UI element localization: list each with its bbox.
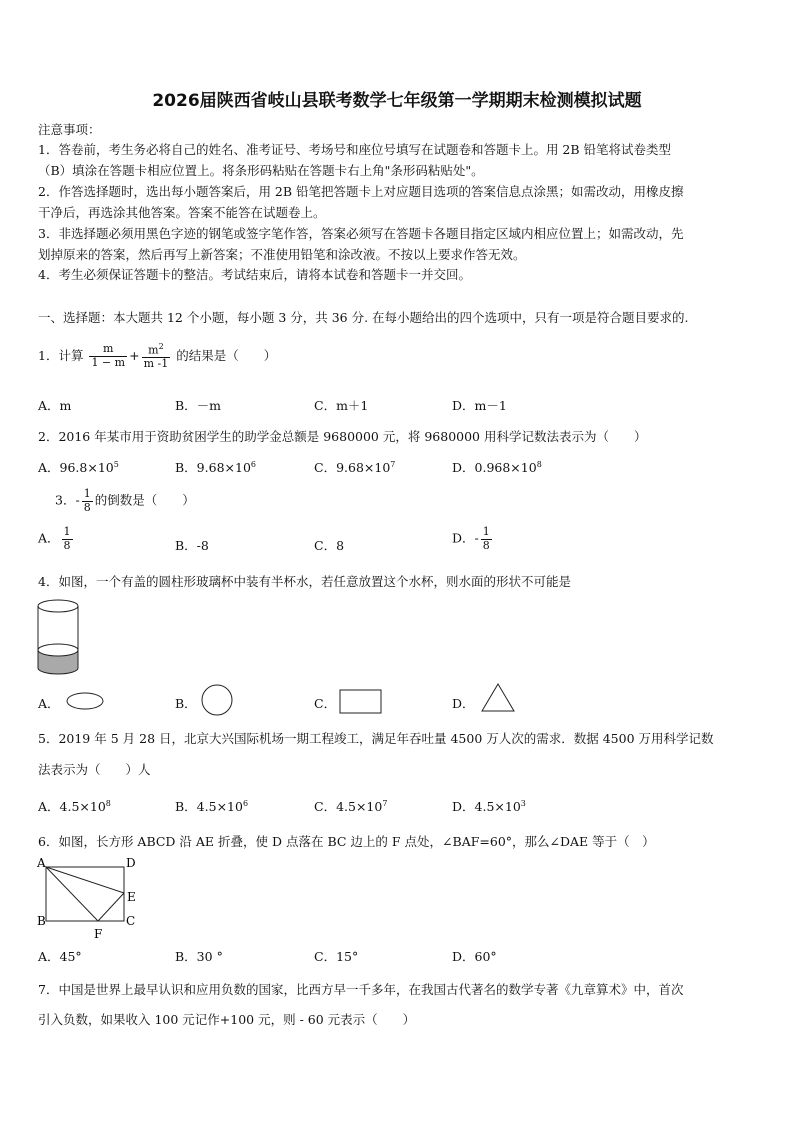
q2-option-a[interactable]: [38, 458, 119, 476]
question-5-line-2: 法表示为（ ）人: [38, 762, 151, 777]
q6-option-a[interactable]: A．45°: [38, 949, 82, 964]
question-5-line-1: 5．2019 年 5 月 28 日，北京大兴国际机场一期工程竣工，满足年吞吐量 4500 万人次的需求．数据 4500 万用科学记数: [38, 731, 714, 746]
q1-f2-num-wrap: [142, 342, 171, 358]
q3-fraction: [82, 488, 93, 514]
q4-option-d[interactable]: D．: [452, 696, 475, 711]
segment-af: [46, 867, 98, 921]
notice-line-4: 干净后，再选涂其他答案。答案不能答在试题卷上。: [38, 205, 326, 220]
q3-prefix: 3．-: [55, 492, 80, 508]
q1-option-c[interactable]: C．m＋1: [314, 398, 369, 413]
water-surface: [38, 644, 78, 656]
exam-title: 2026届陕西省岐山县联考数学七年级第一学期期末检测模拟试题: [152, 91, 642, 111]
q5-b-exp: 6: [242, 798, 249, 808]
q2-d-exp: 8: [536, 459, 542, 469]
section-heading: 一、选择题：本大题共 12 个小题，每小题 3 分，共 36 分. 在每小题给出的四个选项中，只有一项是符合题目要求的.: [38, 310, 689, 325]
q1-f2-den: m -1: [143, 357, 169, 371]
cup-lid: [38, 600, 78, 612]
q2-option-c[interactable]: [314, 458, 395, 476]
label-a: A: [37, 856, 46, 870]
q2-a-base: A．96.8×10: [38, 460, 114, 475]
q2-c-base: C．9.68×10: [314, 460, 391, 475]
q2-a-exp: 5: [113, 459, 119, 469]
q3-den: 8: [83, 500, 91, 514]
q2-d-base: D．0.968×10: [452, 460, 537, 475]
rectangle-fold-figure: [34, 853, 144, 943]
q1-f1-den: 1 − m: [91, 355, 126, 369]
q1-option-d[interactable]: D．m－1: [452, 398, 507, 413]
q1-option-b[interactable]: B．－m: [175, 398, 222, 413]
q5-option-d[interactable]: [452, 797, 526, 815]
rectangle-shape-icon: [339, 689, 383, 715]
label-d: D: [126, 856, 136, 870]
question-3: [55, 488, 195, 514]
q1-plus: +: [129, 347, 140, 363]
notice-line-2: （B）填涂在答题卡相应位置上。将条形码粘贴在答题卡右上角"条形码粘贴处"。: [38, 163, 484, 178]
q6-option-b[interactable]: B．30 °: [175, 949, 223, 964]
q5-option-b[interactable]: [175, 797, 248, 815]
q4-option-b[interactable]: B．: [175, 696, 197, 711]
q3-option-a[interactable]: [38, 526, 75, 552]
glass-cup-figure: [36, 598, 80, 676]
rectangle-abcd: [46, 867, 124, 921]
q3-option-d[interactable]: [452, 526, 494, 552]
q3-d-den: 8: [482, 538, 490, 552]
q6-option-c[interactable]: C．15°: [314, 949, 359, 964]
question-7-line-1: 7．中国是世界上最早认识和应用负数的国家，比西方早一千多年，在我国古代著名的数学专著《九章算术》中，首次: [38, 982, 684, 997]
q1-fraction-2: [142, 342, 171, 371]
q3-d-fraction: [481, 526, 492, 552]
label-e: E: [127, 890, 136, 904]
label-b: B: [37, 914, 46, 928]
q3-num: 1: [83, 487, 91, 500]
notice-line-7: 4．考生必须保证答题卡的整洁。考试结束后，请将本试卷和答题卡一并交回。: [38, 267, 471, 282]
triangle-shape-icon: [480, 682, 516, 714]
question-2: 2．2016 年某市用于资助贫困学生的助学金总额是 9680000 元，将 9680000 用科学记数法表示为（ ）: [38, 429, 647, 444]
q3-d-label: D．-: [452, 530, 479, 546]
q5-a-exp: 8: [105, 798, 111, 808]
q5-b-base: B．4.5×10: [175, 799, 243, 814]
q1-f2-exp: 2: [158, 342, 164, 351]
question-1: [38, 342, 276, 371]
notice-line-1: 1．答卷前，考生务必将自己的姓名、准考证号、考场号和座位号填写在试题卷和答题卡上。用 2B 铅笔将试卷类型: [38, 142, 672, 157]
q1-option-a[interactable]: A．m: [38, 398, 72, 413]
question-6: 6．如图，长方形 ABCD 沿 AE 折叠，使 D 点落在 BC 边上的 F 点处，∠BAF=60°，那么∠DAE 等于（ ）: [38, 834, 655, 849]
q3-d-num: 1: [482, 525, 490, 538]
notice-line-6: 划掉原来的答案，然后再写上新答案；不准使用铅笔和涂改液。不按以上要求作答无效。: [38, 247, 526, 262]
q3-option-b[interactable]: B．-8: [175, 538, 209, 553]
q1-prefix: 1．计算: [38, 347, 84, 363]
q3-a-den: 8: [63, 538, 71, 552]
q4-option-c[interactable]: C．: [314, 696, 337, 711]
q3-option-c[interactable]: C．8: [314, 538, 345, 553]
fold-line-ae: [46, 867, 124, 893]
q1-suffix: 的结果是（ ）: [176, 347, 277, 363]
circle-shape-icon: [200, 683, 234, 717]
q3-a-label: A．: [38, 530, 60, 546]
q5-option-a[interactable]: [38, 797, 111, 815]
q5-c-exp: 7: [382, 798, 388, 808]
ellipse-shape-icon: [65, 690, 105, 712]
q2-option-d[interactable]: [452, 458, 542, 476]
q3-suffix: 的倒数是（ ）: [94, 492, 195, 508]
question-7-line-2: 引入负数，如果收入 100 元记作+100 元，则 - 60 元表示（ ）: [38, 1012, 416, 1027]
q2-c-exp: 7: [390, 459, 396, 469]
notice-line-3: 2．作答选择题时，选出每小题答案后，用 2B 铅笔把答题卡上对应题目选项的答案信息点涂黑；如需改动，用橡皮擦: [38, 184, 684, 199]
q5-c-base: C．4.5×10: [314, 799, 383, 814]
q5-option-c[interactable]: [314, 797, 387, 815]
q3-a-num: 1: [63, 525, 71, 538]
notice-line-5: 3．非选择题必须用黑色字迹的钢笔或签字笔作答，答案必须写在答题卡各题目指定区域内相应位置上；如需改动，先: [38, 226, 684, 241]
q1-f2-num: m: [148, 343, 159, 357]
label-c: C: [126, 914, 136, 928]
notice-heading: 注意事项：: [38, 122, 101, 137]
q6-option-d[interactable]: D．60°: [452, 949, 497, 964]
q1-fraction-1: [89, 343, 127, 369]
water-fill: [38, 650, 78, 674]
q2-b-base: B．9.68×10: [175, 460, 251, 475]
q3-a-fraction: [62, 526, 73, 552]
q4-option-a[interactable]: A．: [38, 696, 60, 711]
q5-d-exp: 3: [520, 798, 526, 808]
label-f: F: [94, 927, 103, 941]
q5-a-base: A．4.5×10: [38, 799, 106, 814]
q5-d-base: D．4.5×10: [452, 799, 521, 814]
question-4: 4．如图，一个有盖的圆柱形玻璃杯中装有半杯水，若任意放置这个水杯，则水面的形状不可能是: [38, 574, 571, 589]
q2-b-exp: 6: [250, 459, 256, 469]
q1-f1-num: m: [89, 343, 127, 357]
q2-option-b[interactable]: [175, 458, 256, 476]
segment-fe: [98, 893, 124, 921]
